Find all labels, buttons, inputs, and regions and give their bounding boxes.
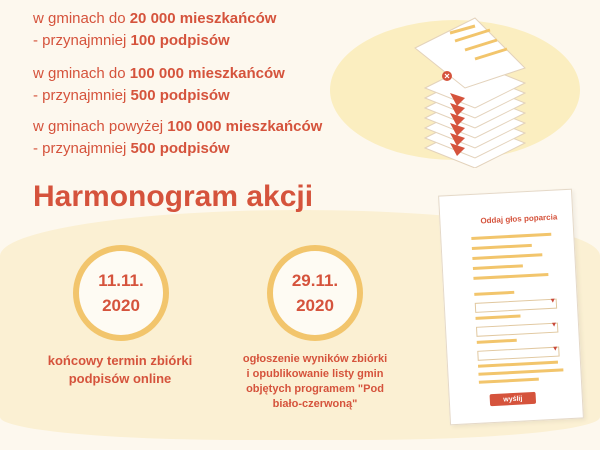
form-title: Oddaj głos poparcia [480, 212, 558, 226]
event-1-caption-line-1: końcowy termin zbiórki [47, 353, 193, 368]
event-1-caption [20, 352, 220, 388]
threshold-3-line-2: - przynajmniej 500 podpisów [33, 140, 230, 157]
event-2-caption-line-2: i opublikowanie listy gmin [246, 367, 384, 380]
form-placeholder-line [473, 273, 548, 280]
form-submit-button: wyślij [490, 392, 537, 406]
paper-stack-icon [405, 8, 535, 168]
form-illustration-icon [438, 189, 584, 426]
form-placeholder-line [473, 264, 523, 270]
event-2-caption-line-4: biało-czerwoną" [272, 397, 358, 410]
event-1-year: 2020 [102, 296, 140, 315]
form-placeholder-line [472, 244, 532, 250]
paper-stack-drawing [405, 8, 535, 168]
form-select [475, 299, 557, 313]
event-2-caption [225, 352, 405, 411]
form-placeholder-line [475, 315, 520, 320]
event-1-caption-line-2: podpisów online [68, 371, 172, 387]
event-2-year: 2020 [296, 296, 334, 315]
event-2-caption-line-3: objętych programem "Pod [246, 382, 384, 395]
threshold-1-line-2: - przynajmniej 100 podpisów [33, 32, 230, 49]
date-circle-2 [267, 245, 363, 341]
form-select [477, 347, 559, 361]
threshold-1-line-1: w gminach do 20 000 mieszkańców [33, 10, 277, 27]
form-placeholder-line [477, 339, 517, 344]
form-placeholder-line [471, 233, 551, 240]
form-placeholder-line [478, 361, 558, 368]
form-placeholder-line [478, 368, 563, 375]
threshold-2-line-1: w gminach do 100 000 mieszkańców [33, 65, 285, 82]
form-select [476, 323, 558, 337]
date-circle-1 [73, 245, 169, 341]
schedule-title: Harmonogram akcji [33, 180, 314, 213]
form-placeholder-line [479, 378, 539, 384]
event-1-date: 11.11. [98, 270, 144, 290]
event-2-caption-line-1: ogłoszenie wyników zbiórki [242, 353, 388, 365]
form-placeholder-line [474, 291, 514, 296]
threshold-2-line-2: - przynajmniej 500 podpisów [33, 87, 230, 104]
threshold-3-line-1: w gminach powyżej 100 000 mieszkańców [33, 118, 323, 135]
form-placeholder-line [472, 253, 542, 260]
event-2-date: 29.11. [291, 270, 339, 290]
